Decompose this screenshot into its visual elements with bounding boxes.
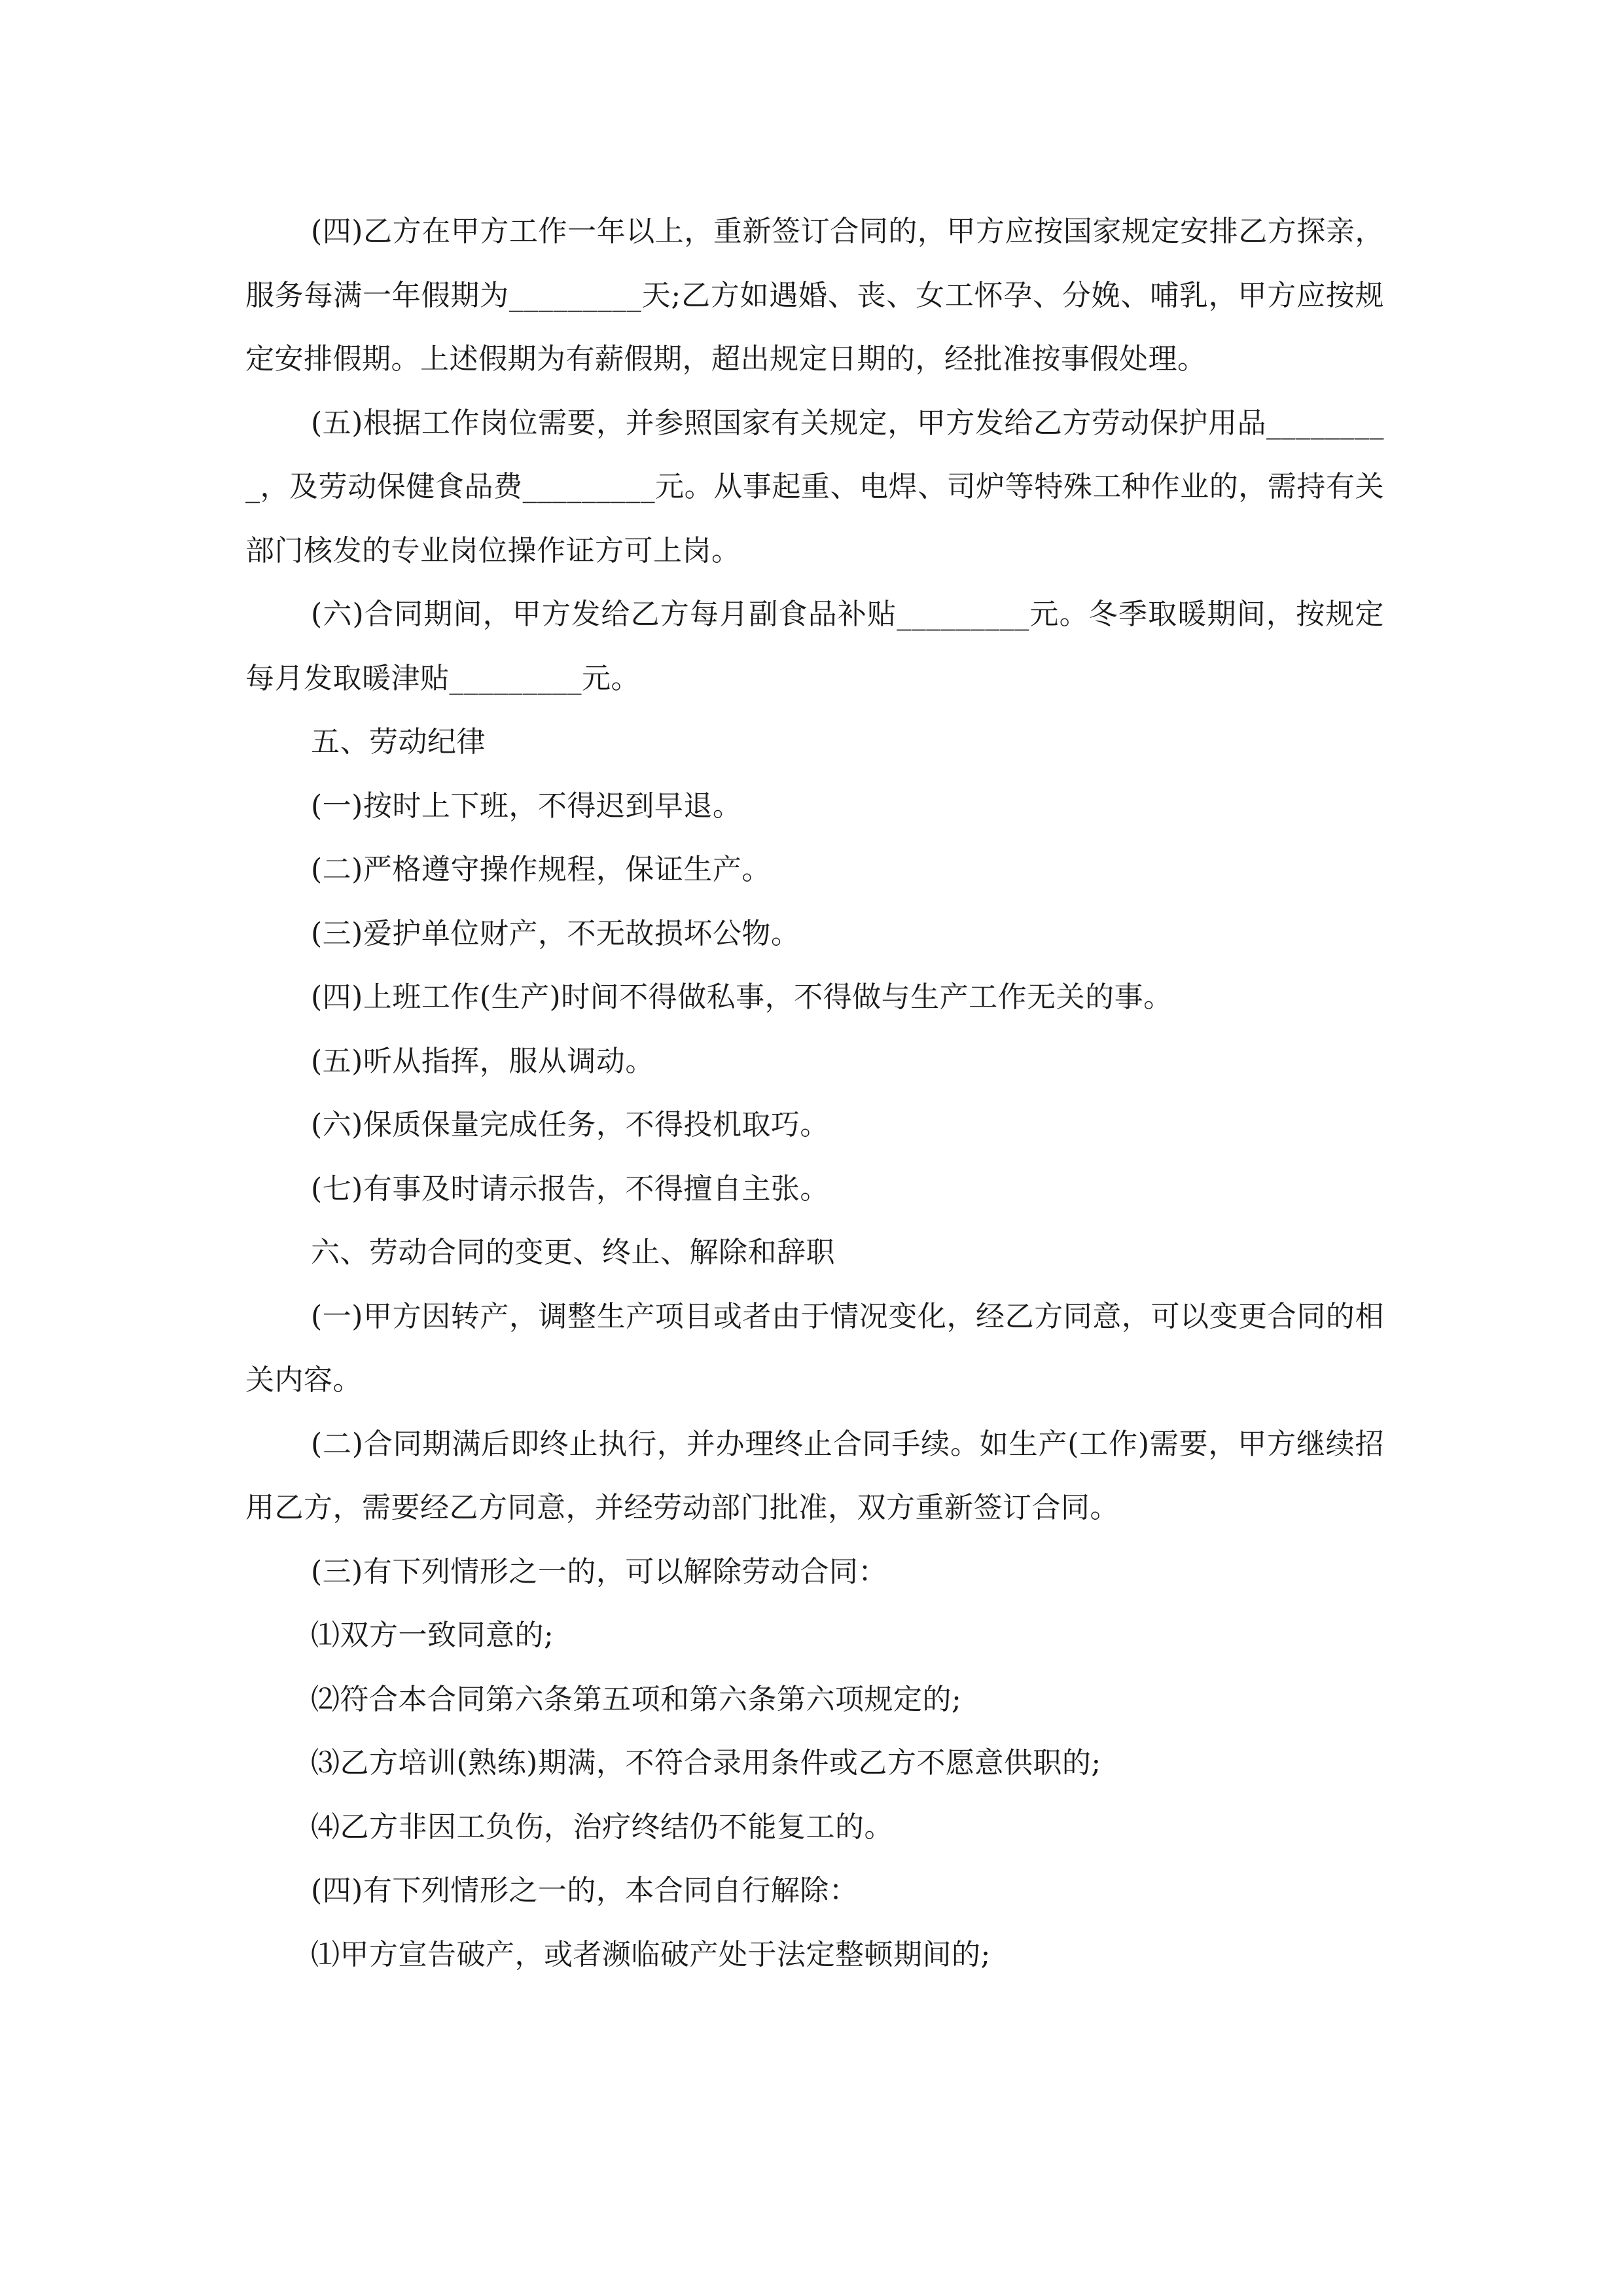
termination-item-1: ⑴双方一致同意的; [311,1619,554,1652]
termination-item-3: ⑶乙方培训(熟练)期满，不符合录用条件或乙方不愿意供职的; [311,1746,1101,1780]
termination-item-4: ⑷乙方非因工负伤，治疗终结仍不能复工的。 [311,1810,893,1844]
termination-item-2: ⑵符合本合同第六条第五项和第六条第六项规定的; [311,1682,962,1716]
discipline-item-7: (七)有事及时请示报告，不得擅自主张。 [311,1172,829,1206]
paragraph-protective-equipment: (五)根据工作岗位需要，并参照国家有关规定，甲方发给乙方劳动保护用品_________，及劳动保健食品费_________元。从事起重、电焊、司炉等特殊工种作业的，需持有关部门核发的专业岗位操作证方可上岗。 [245,406,1384,567]
discipline-item-2: (二)严格遵守操作规程，保证生产。 [311,853,771,886]
dissolution-item-1: ⑴甲方宣告破产，或者濒临破产处于法定整顿期间的; [311,1937,991,1971]
paragraph-automatic-dissolution: (四)有下列情形之一的，本合同自行解除： [311,1874,859,1907]
discipline-item-6: (六)保质保量完成任务，不得投机取巧。 [311,1108,829,1141]
discipline-item-1: (一)按时上下班，不得迟到早退。 [311,789,742,823]
paragraph-leave-provisions: (四)乙方在甲方工作一年以上，重新签订合同的，甲方应按国家规定安排乙方探亲，服务每满一年假期为_________天;乙方如遇婚、丧、女工怀孕、分娩、哺乳，甲方应按规定安排假期。上述假期为有薪假期，超出规定日期的，经批准按事假处理。 [245,215,1384,376]
discipline-item-3: (三)爱护单位财产，不无故损坏公物。 [311,916,800,950]
discipline-item-4: (四)上班工作(生产)时间不得做私事，不得做与生产工作无关的事。 [311,980,1173,1014]
section-heading-labor-discipline: 五、劳动纪律 [311,725,486,759]
paragraph-termination-conditions: (三)有下列情形之一的，可以解除劳动合同： [311,1554,887,1588]
paragraph-subsidies: (六)合同期间，甲方发给乙方每月副食品补贴_________元。冬季取暖期间，按规定每月发取暖津贴_________元。 [245,598,1384,695]
paragraph-contract-modification: (一)甲方因转产，调整生产项目或者由于情况变化，经乙方同意，可以变更合同的相关内容。 [245,1299,1384,1397]
discipline-item-5: (五)听从指挥，服从调动。 [311,1044,654,1078]
section-heading-contract-changes: 六、劳动合同的变更、终止、解除和辞职 [311,1236,835,1269]
paragraph-contract-expiry: (二)合同期满后即终止执行，并办理终止合同手续。如生产(工作)需要，甲方继续招用乙方，需要经乙方同意，并经劳动部门批准，双方重新签订合同。 [245,1427,1384,1524]
document-body [245,200,1384,1986]
